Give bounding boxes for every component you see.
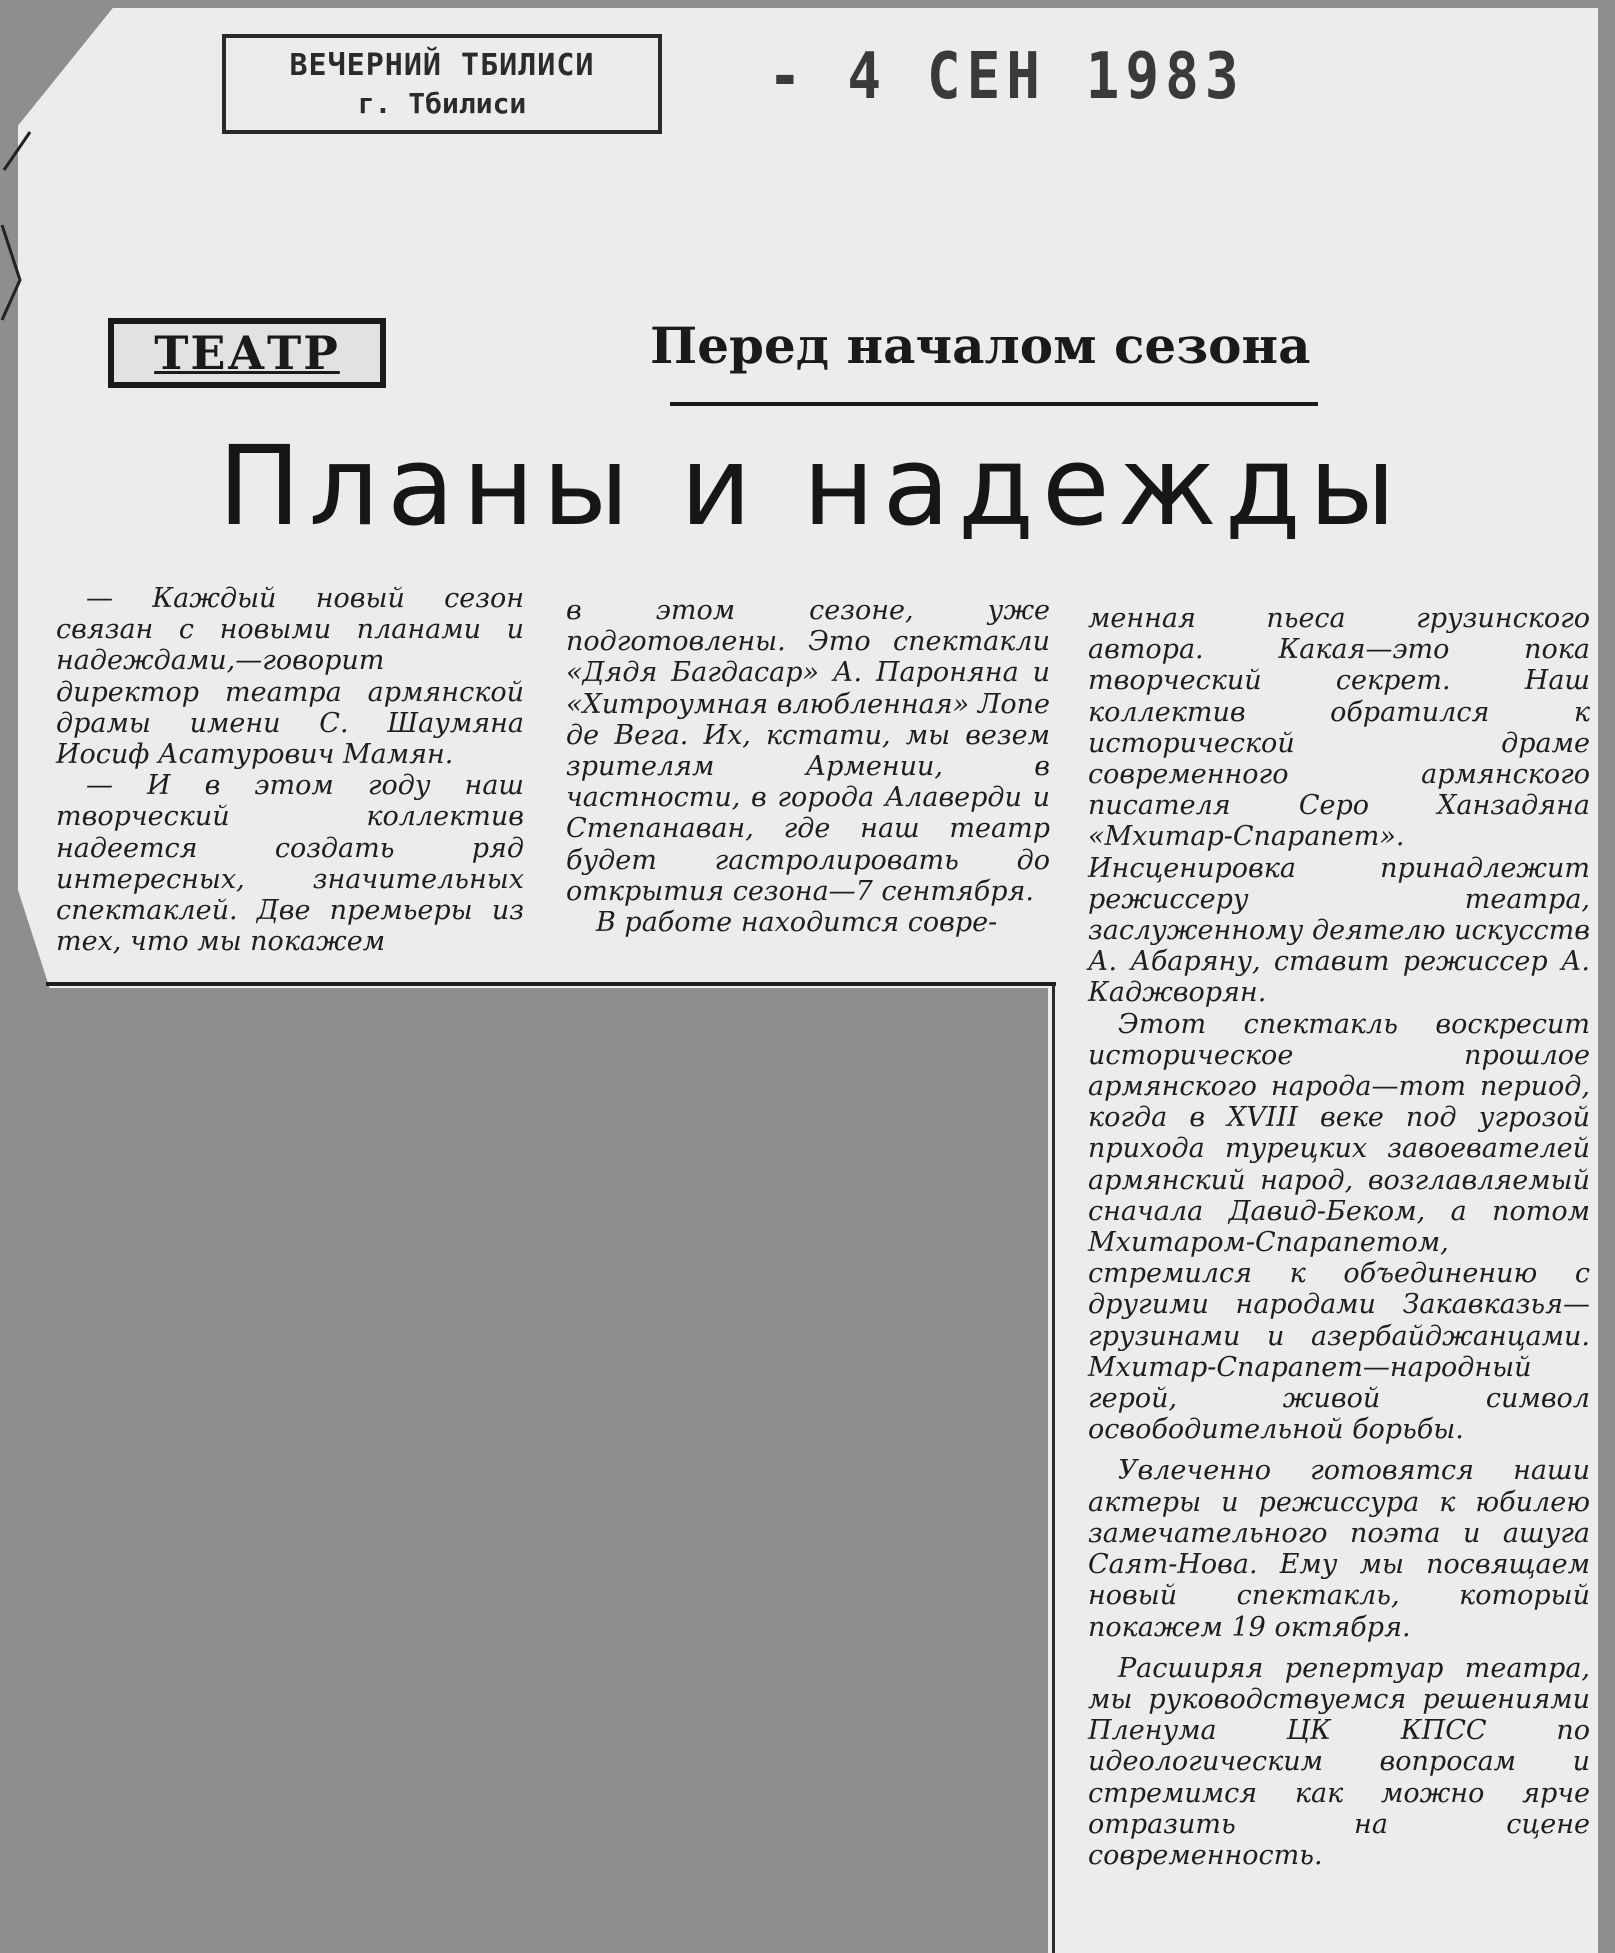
stamp-city: г. Тбилиси bbox=[357, 87, 527, 120]
paragraph: Расширяя репертуар театра, мы руководствуемся решениями Пленума ЦК КПСС по идеологическим вопросам и стремимся как можно ярче отразить на сцене современность. bbox=[1088, 1652, 1590, 1871]
kicker-underline bbox=[670, 402, 1318, 406]
paragraph: в этом сезоне, уже подготовлены. Это спектакли «Дядя Багдасар» А. Пароняна и «Хитроумная влюбленная» Лопе де Вега. Их, кстати, мы везем зрителям Армении, в частности, в города Алаверди и Степанаван, где наш театр будет гастролировать до открытия сезона—7 сентября. bbox=[566, 595, 1050, 907]
article-column-1 bbox=[56, 583, 524, 957]
newspaper-stamp bbox=[222, 34, 662, 134]
date-stamp: - 4 СЕН 1983 bbox=[768, 39, 1245, 114]
stamp-newspaper-name: ВЕЧЕРНИЙ ТБИЛИСИ bbox=[289, 48, 595, 83]
kicker-heading: Перед началом сезона bbox=[650, 316, 1311, 375]
paragraph: Увлеченно готовятся наши актеры и режиссура к юбилею замечательного поэта и ашуга Саят-Нова. Ему мы посвящаем новый спектакль, который покажем 19 октября. bbox=[1088, 1455, 1590, 1643]
article-column-3 bbox=[1088, 603, 1590, 1871]
paragraph: Этот спектакль воскресит историческое прошлое армянского народа—тот период, когда в XVIII веке под угрозой прихода турецких завоевателей армянский народ, возглавляемый сначала Давид-Беком, а потом Мхитаром-Спарапетом, стремился к объединению с другими народами Закавказья— грузинами и азербайджанцами. Мхитар-Спарапет—народный герой, живой символ освободительной борьбы. bbox=[1088, 1008, 1590, 1446]
paragraph: В работе находится совре- bbox=[596, 907, 998, 939]
clipping-edge-line-vertical bbox=[1052, 984, 1055, 1953]
rubric-label: ТЕАТР bbox=[114, 324, 380, 382]
clipping-edge-line bbox=[46, 982, 1056, 986]
article-headline: Планы и надежды bbox=[218, 422, 1404, 550]
article-column-2 bbox=[566, 595, 1050, 938]
paragraph: менная пьеса грузинского автора. Какая—это пока творческий секрет. Наш коллектив обратился к исторической драме современного армянского писателя Серо Ханзадяна «Мхитар-Спарапет». Инсценировка принадлежит режиссеру театра, заслуженному деятелю искусств А. Абаряну, ставит режиссер А. Каджворян. bbox=[1088, 603, 1590, 1009]
rubric-badge bbox=[108, 318, 386, 388]
paragraph: — Каждый новый сезон связан с новыми планами и надеждами,—говорит директор театра армянской драмы имени С. Шаумяна Иосиф Асатурович Мамян. bbox=[56, 583, 524, 771]
pen-mark-icon bbox=[0, 130, 40, 330]
paragraph: — И в этом году наш творческий коллектив надеется создать ряд интересных, значительных спектаклей. Две премьеры из тех, что мы покажем bbox=[56, 770, 524, 958]
